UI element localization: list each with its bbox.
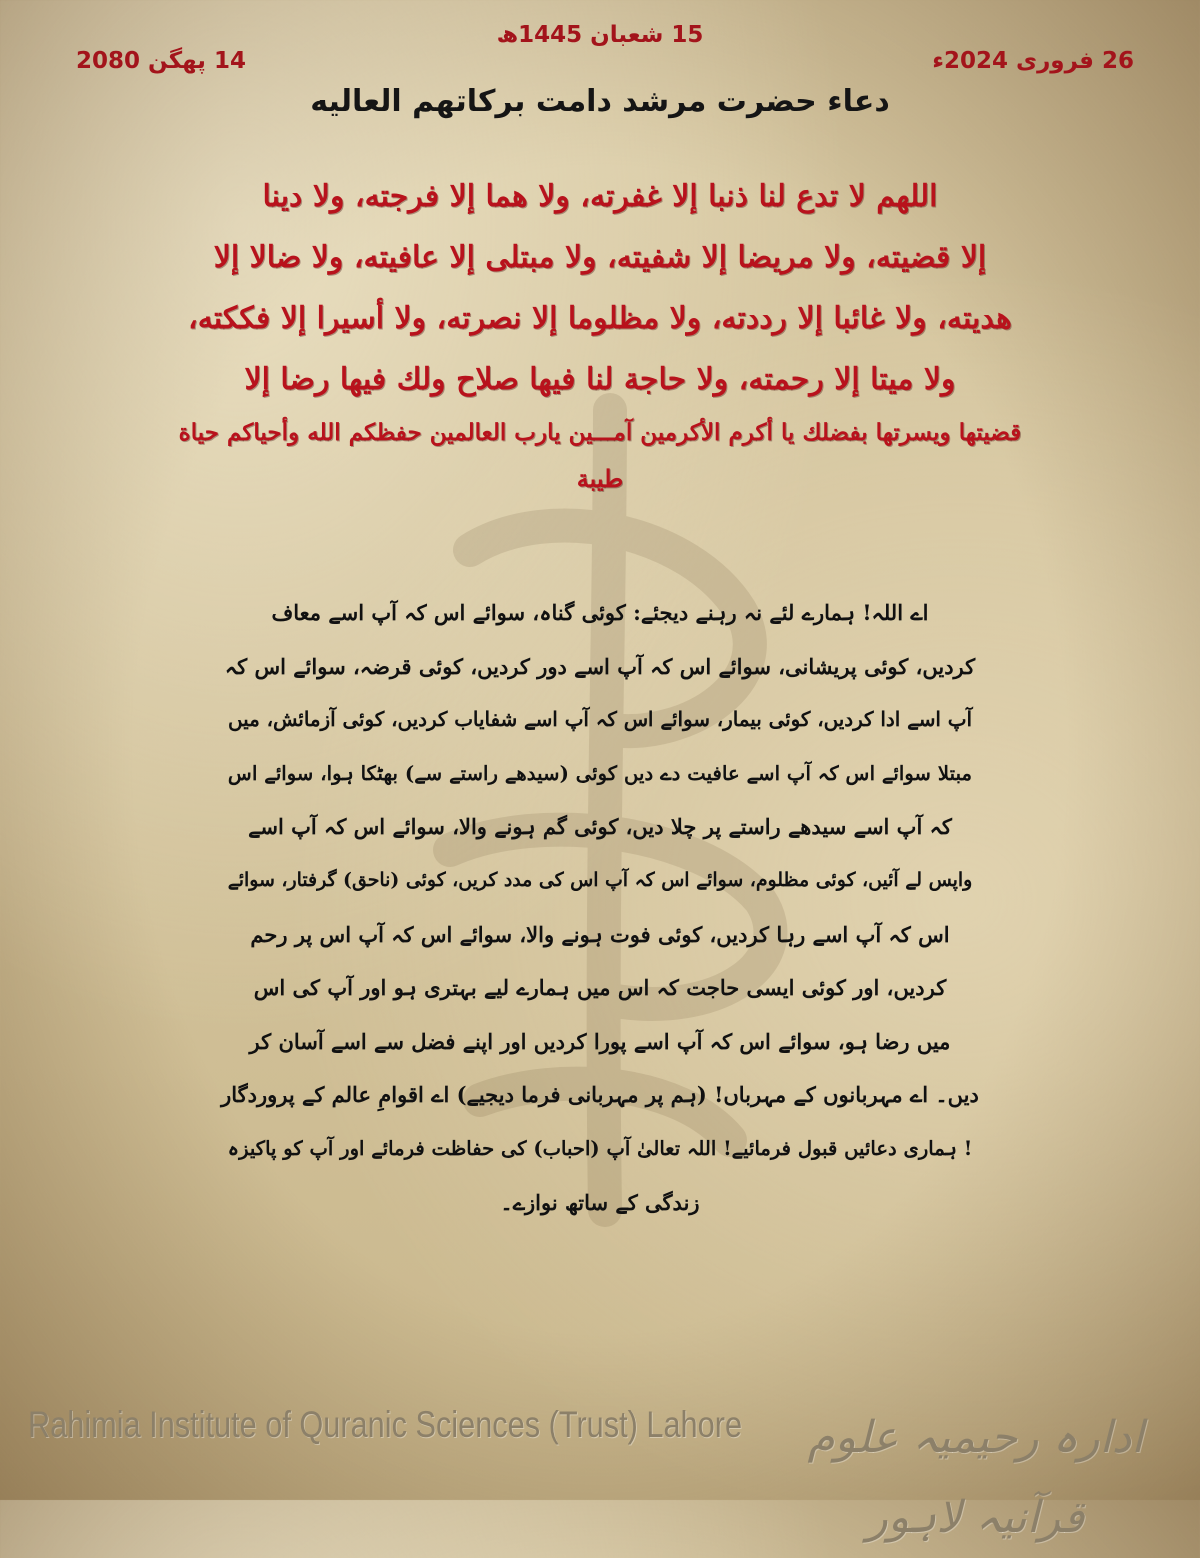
urdu-line: اس کہ آپ اسے رہا کردیں، کوئی فوت ہونے والا، سوائے اس کہ آپ اس پر رحم [250,921,950,947]
urdu-line: واپس لے آئیں، کوئی مظلوم، سوائے اس کہ آپ اس کی مدد کریں، کوئی (ناحق) گرفتار، سوائے [227,868,973,891]
bikrami-date: 14 پھگن 2080 [76,48,246,74]
page-title: دعاء حضرت مرشد دامت برکاتهم العالیه [310,84,890,119]
urdu-line: دیں۔ اے مہربانوں کے مہرباں! (ہم پر مہربانی فرما دیجیے) اے اقوامِ عالم کے پروردگار [221,1082,979,1108]
arabic-line: قضيتها ويسرتها بفضلك يا أكرم الأكرمين آمـــين يارب العالمين حفظكم الله وأحياكم حياة [178,419,1022,446]
arabic-line: طيبة [576,464,624,493]
gregorian-date: 26 فروری 2024ء [932,48,1134,74]
urdu-line: مبتلا سوائے اس کہ آپ اسے عافیت دے دیں کوئی (سیدھے راستے سے) بھٹکا ہوا، سوائے اس [227,761,973,785]
hijri-date: 15 شعبان 1445ھ [496,22,704,48]
institute-logo-urdu: ادارہ رحیمیہ علوم قرآنیہ لاہور [807,1412,1144,1543]
urdu-line: میں رضا ہو، سوائے اس کہ آپ اسے پورا کردیں اور اپنے فضل سے اسے آسان کر [249,1028,951,1054]
urdu-line: زندگی کے ساتھ نوازے۔ [500,1189,700,1215]
arabic-line: اللهم لا تدع لنا ذنبا إلا غفرته، ولا هما إلا فرجته، ولا دينا [262,179,938,214]
urdu-line: اے اللہ! ہمارے لئے نہ رہنے دیجئے: کوئی گناہ، سوائے اس کہ آپ اسے معاف [271,600,929,625]
arabic-line: ولا ميتا إلا رحمته، ولا حاجة لنا فيها صلاح ولك فيها رضا إلا [244,362,956,397]
institute-name-english: Rahimia Institute of Quranic Sciences (Trust) Lahore [28,1404,743,1445]
urdu-translation [220,586,980,1229]
urdu-line: کردیں، کوئی پریشانی، سوائے اس کہ آپ اسے دور کردیں، کوئی قرضہ، سوائے اس کہ [224,653,976,679]
arabic-line: هديته، ولا غائبا إلا رددته، ولا مظلوما إلا نصرته، ولا أسيرا إلا فككته، [188,301,1012,336]
urdu-line: ! ہماری دعائیں قبول فرمائیے! اللہ تعالیٰ آپ (احباب) کی حفاظت فرمائے اور آپ کو پاکیزہ [227,1136,973,1160]
arabic-supplication [170,166,1030,502]
urdu-line: کہ آپ اسے سیدھے راستے پر چلا دیں، کوئی گم ہونے والا، سوائے اس کہ آپ اسے [248,814,952,840]
arabic-line: إلا قضيته، ولا مريضا إلا شفيته، ولا مبتلى إلا عافيته، ولا ضالا إلا [213,240,987,275]
urdu-line: آپ اسے ادا کردیں، کوئی بیمار، سوائے اس کہ آپ اسے شفایاب کردیں، کوئی آزمائش، میں [228,707,972,732]
urdu-line: کردیں، اور کوئی ایسی حاجت کہ اس میں ہمارے لیے بہتری ہو اور آپ کی اس [253,975,947,1001]
